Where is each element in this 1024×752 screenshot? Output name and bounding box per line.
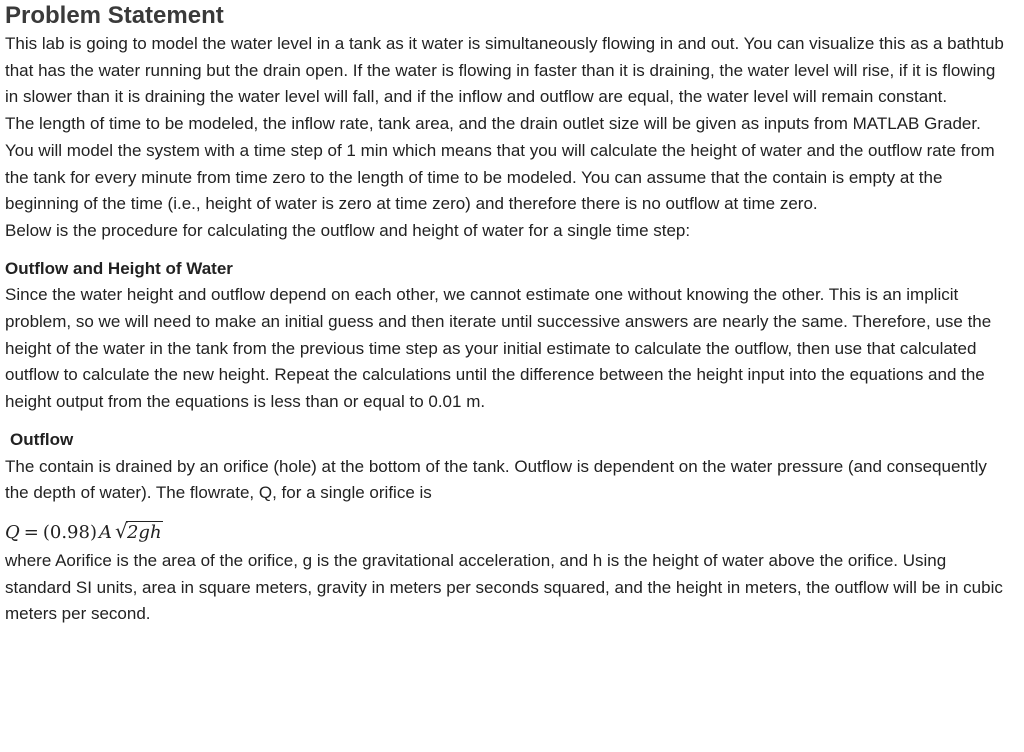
equation-square-root: [115, 518, 163, 548]
section-heading-outflow: Outflow: [10, 429, 74, 449]
inputs-paragraph: The length of time to be modeled, the inflow rate, tank area, and the drain outlet size will be given as inputs from MATLAB Grader. You will model the system with a time step of 1 min which means that you will calculate the height of water and the outflow rate from the tank for every minute from time zero to the length of time to be modeled. You can assume that the contain is empty at the beginning of the time (i.e., height of water is zero at time zero) and therefore there is no outflow at time zero.: [5, 114, 995, 214]
radical-sign-icon: √: [114, 518, 128, 543]
equation-equals: =: [23, 521, 39, 543]
orifice-paragraph: The contain is drained by an orifice (hole) at the bottom of the tank. Outflow is dependent on the water pressure (and consequently the depth of water). The flowrate, Q, for a single orifice is: [5, 456, 987, 503]
equation-area: A: [98, 521, 112, 543]
variables-paragraph: where Aorifice is the area of the orifice, g is the gravitational acceleration, and h is the height of water above the orifice. Using standard SI units, area in square meters, gravity in meters per seconds squared, and the height in meters, the outflow will be in cubic meters per second.: [5, 550, 1003, 624]
section-heading-outflow-height: Outflow and Height of Water: [5, 258, 233, 278]
equation-lhs: Q: [5, 521, 20, 543]
iteration-paragraph: Since the water height and outflow depend on each other, we cannot estimate one without knowing the other. This is an implicit problem, so we will need to make an initial guess and then iterate until successive answers are nearly the same. Therefore, use the height of the water in the tank from the previous time step as your initial estimate to calculate the outflow, then use that calculated outflow to calculate the new height. Repeat the calculations until the difference between the height input into the equations and the height output from the equations is less than or equal to 0.01 m.: [5, 285, 992, 412]
equation-radicand: 2gh: [126, 521, 162, 543]
document-content: [5, 0, 1005, 628]
page-title: Problem Statement: [5, 2, 224, 29]
procedure-intro-paragraph: Below is the procedure for calculating the outflow and height of water for a single time step:: [5, 220, 691, 240]
flowrate-equation: [5, 518, 1005, 548]
equation-coefficient: (0.98): [42, 521, 97, 543]
intro-paragraph: This lab is going to model the water level in a tank as it water is simultaneously flowing in and out. You can visualize this as a bathtub that has the water running but the drain open. If the water is flowing in faster than it is draining, the water level will rise, if it is flowing in slower than it is draining the water level will fall, and if the inflow and outflow are equal, the water level will remain constant.: [5, 34, 1004, 107]
